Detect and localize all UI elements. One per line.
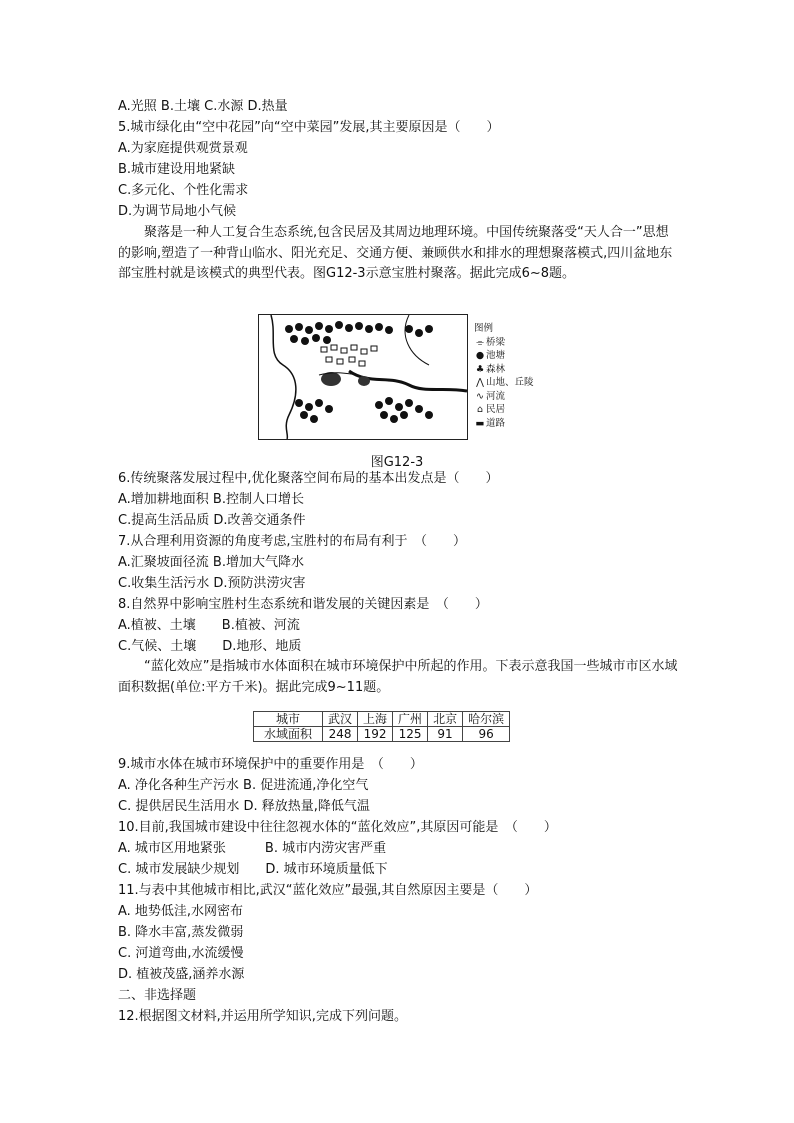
q12-stem: 12.根据图文材料,并运用所学知识,完成下列问题。 xyxy=(118,1009,407,1024)
q8-stem: 8.自然界中影响宝胜村生态系统和谐发展的关键因素是 （ ） xyxy=(118,597,488,612)
q11-stem: 11.与表中其他城市相比,武汉“蓝化效应”最强,其自然原因主要是（ ） xyxy=(118,883,538,898)
q4-options: A.光照 B.土壤 C.水源 D.热量 xyxy=(118,99,288,114)
q10-options-cd: C. 城市发展缺少规划 D. 城市环境质量低下 xyxy=(118,862,388,877)
table-cell: 上海 xyxy=(358,712,393,727)
table-cell: 125 xyxy=(393,727,428,742)
passage-settlement: 聚落是一种人工复合生态系统,包含民居及其周边地理环境。中国传统聚落受“天人合一”思想的影响,塑造了一种背山临水、阳光充足、交通方便、兼顾供水和排水的理想聚落模式,四川盆地东部宝胜村就是该模式的典型代表。图G12-3示意宝胜村聚落。据此完成6~8题。 xyxy=(118,225,673,281)
q11-option-c: C. 河道弯曲,水流缓慢 xyxy=(118,946,244,961)
q5-option-d: D.为调节局地小气候 xyxy=(118,204,237,219)
legend-item-hill: ⋀ 山地、丘陵 xyxy=(474,376,534,390)
legend-title: 图例 xyxy=(474,323,494,334)
hill-icon: ⋀ xyxy=(476,377,484,388)
forest-icon: ♣ xyxy=(475,363,485,375)
q6-stem: 6.传统聚落发展过程中,优化聚落空间布局的基本出发点是（ ） xyxy=(118,471,499,486)
legend-item-river: ∿ 河流 xyxy=(474,390,534,404)
q5-option-b: B.城市建设用地紧缺 xyxy=(118,162,236,177)
table-cell: 武汉 xyxy=(323,712,358,727)
q11-option-a: A. 地势低洼,水网密布 xyxy=(118,904,244,919)
table-cell: 91 xyxy=(428,727,463,742)
forest-top xyxy=(285,321,433,345)
table-cell: 水域面积 xyxy=(254,727,323,742)
settlement-map xyxy=(258,314,468,440)
passage-blue-effect: “蓝化效应”是指城市水体面积在城市环境保护中所起的作用。下表示意我国一些城市市区水域面积数据(单位:平方千米)。据此完成9~11题。 xyxy=(118,659,678,695)
q7-stem: 7.从合理利用资源的角度考虑,宝胜村的布局有利于 （ ） xyxy=(118,534,467,549)
bridge-icon: ⌯ xyxy=(476,336,484,348)
q5-option-c: C.多元化、个性化需求 xyxy=(118,183,249,198)
water-area-table xyxy=(253,711,510,742)
q11-option-b: B. 降水丰富,蒸发微弱 xyxy=(118,925,244,940)
section-heading: 二、非选择题 xyxy=(118,988,197,1003)
table-cell: 北京 xyxy=(428,712,463,727)
q10-options-ab: A. 城市区用地紧张 B. 城市内涝灾害严重 xyxy=(118,841,387,856)
q7-options-ab: A.汇聚坡面径流 B.增加大气降水 xyxy=(118,555,304,570)
table-cell: 192 xyxy=(358,727,393,742)
q9-options-cd: C. 提供居民生活用水 D. 释放热量,降低气温 xyxy=(118,799,370,814)
table-cell: 城市 xyxy=(254,712,323,727)
q6-options-cd: C.提高生活品质 D.改善交通条件 xyxy=(118,513,306,528)
legend-item-pond: ● 池塘 xyxy=(475,350,506,361)
table-cell: 248 xyxy=(323,727,358,742)
figure-caption: 图G12-3 xyxy=(370,455,424,470)
legend-item-house: ⌂ 民居 xyxy=(474,403,534,417)
q9-options-ab: A. 净化各种生产污水 B. 促进流通,净化空气 xyxy=(118,778,369,793)
q6-options-ab: A.增加耕地面积 B.控制人口增长 xyxy=(118,492,304,507)
pond-icon: ● xyxy=(475,350,485,361)
house-icon: ⌂ xyxy=(476,404,484,415)
table-cell: 96 xyxy=(463,727,510,742)
map-legend xyxy=(474,322,534,430)
q8-options-cd: C.气候、土壤 D.地形、地质 xyxy=(118,639,302,654)
legend-item-road: ▬ 道路 xyxy=(475,417,506,429)
q8-options-ab: A.植被、土壤 B.植被、河流 xyxy=(118,618,300,633)
settlement-map-drawing xyxy=(259,315,467,439)
q10-stem: 10.目前,我国城市建设中往往忽视水体的“蓝化效应”,其原因可能是 （ ） xyxy=(118,820,557,835)
table-cell: 广州 xyxy=(393,712,428,727)
table-cell: 哈尔滨 xyxy=(463,712,510,727)
legend-item-bridge: ⌯ 桥梁 xyxy=(474,336,534,350)
q5-option-a: A.为家庭提供观赏景观 xyxy=(118,141,248,156)
river-icon: ∿ xyxy=(476,390,484,402)
road-icon: ▬ xyxy=(475,417,485,429)
legend-item-forest: ♣ 森林 xyxy=(475,363,506,375)
q5-stem: 5.城市绿化由“空中花园”向“空中菜园”发展,其主要原因是（ ） xyxy=(118,120,500,135)
q11-option-d: D. 植被茂盛,涵养水源 xyxy=(118,967,245,982)
q9-stem: 9.城市水体在城市环境保护中的重要作用是 （ ） xyxy=(118,757,423,772)
q7-options-cd: C.收集生活污水 D.预防洪涝灾害 xyxy=(118,576,306,591)
table-row xyxy=(254,727,510,742)
table-row xyxy=(254,712,510,727)
